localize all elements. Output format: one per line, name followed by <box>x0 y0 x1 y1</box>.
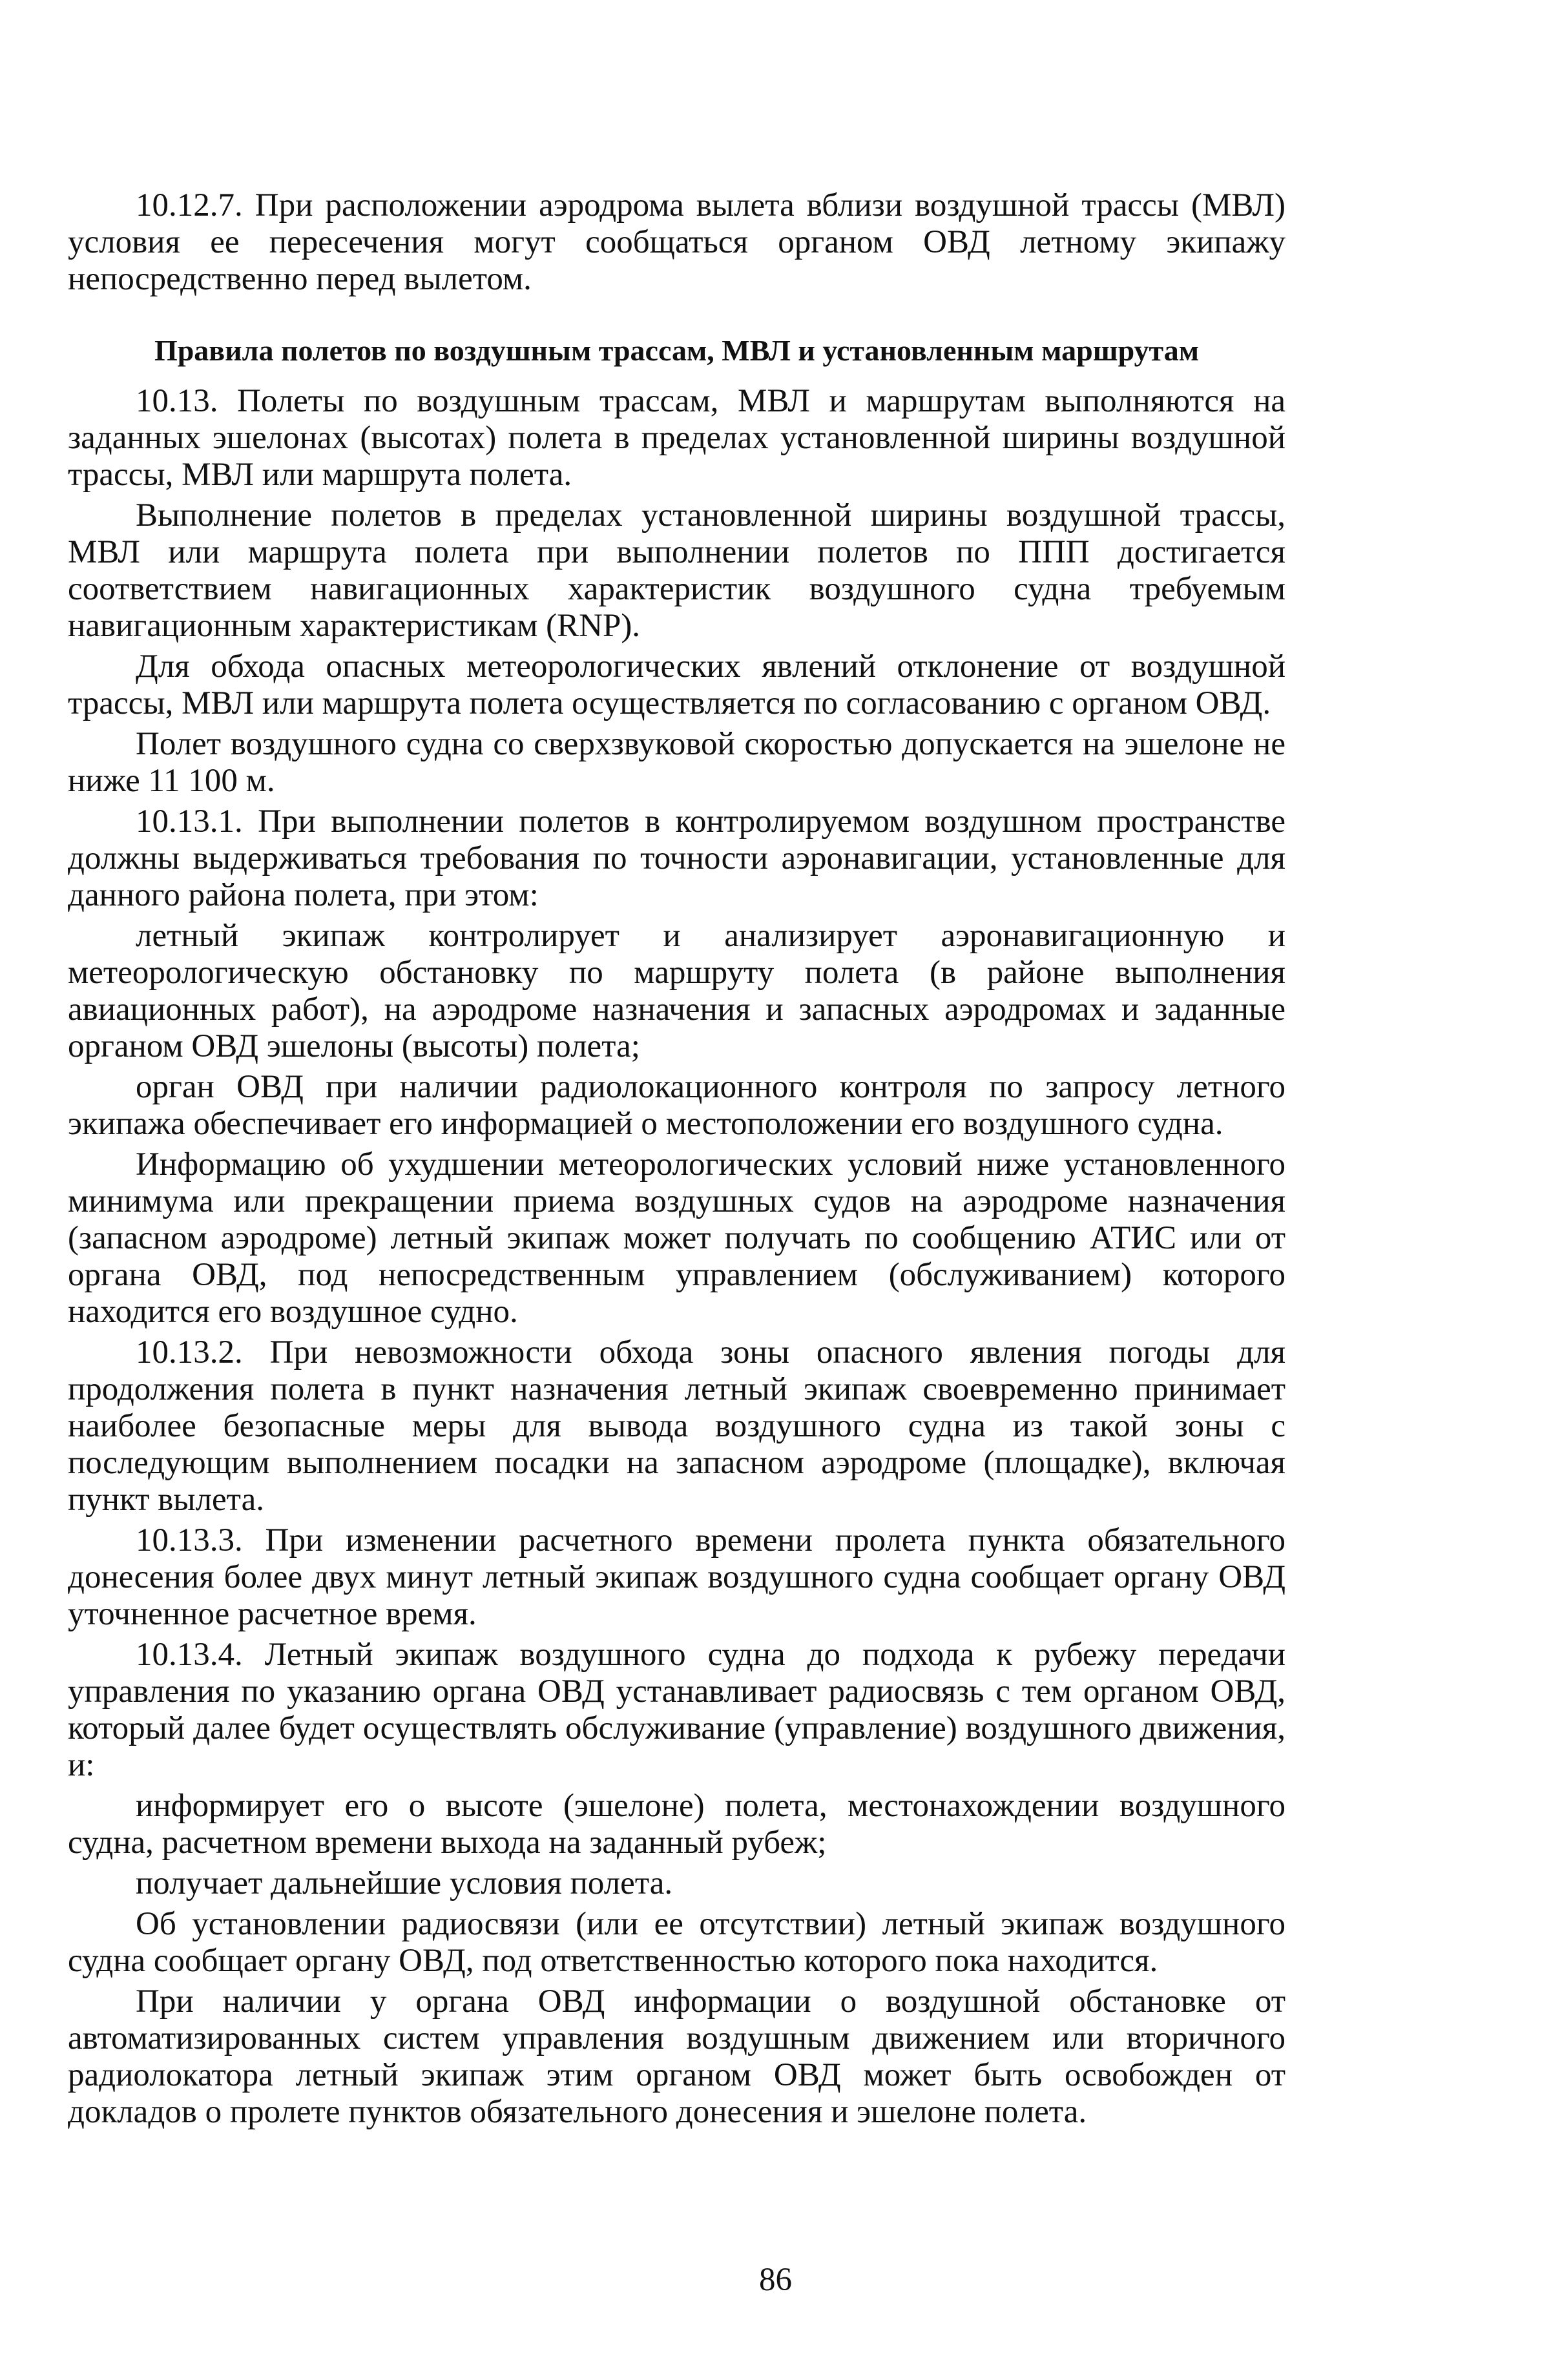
paragraph: При наличии у органа ОВД информации о воздушной обстановке от автоматизированных систем управления воздушным движением или вторичного радиолокатора летный экипаж этим органом ОВД может быть освобожден от докладов о пролете пунктов обязательного донесения и эшелоне полета. <box>68 1983 1286 2130</box>
paragraph-10-13-2: 10.13.2. При невозможности обхода зоны опасного явления погоды для продолжения полета в пункт назначения летный экипаж своевременно принимает наиболее безопасные меры для вывода воздушного судна из такой зоны с последующим выполнением посадки на запасном аэродроме (площадке), включая пункт вылета. <box>68 1334 1286 1518</box>
paragraph: Для обхода опасных метеорологических явлений отклонение от воздушной трассы, МВЛ или маршрута полета осуществляется по согласованию с органом ОВД. <box>68 648 1286 721</box>
document-page <box>68 187 1286 2131</box>
paragraph-10-13-3: 10.13.3. При изменении расчетного времени пролета пункта обязательного донесения более двух минут летный экипаж воздушного судна сообщает органу ОВД уточненное расчетное время. <box>68 1522 1286 1632</box>
paragraph: Полет воздушного судна со сверхзвуковой скоростью допускается на эшелоне не ниже 11 100 м. <box>68 726 1286 799</box>
paragraph: летный экипаж контролирует и анализирует аэронавигационную и метеорологическую обстановку по маршруту полета (в районе выполнения авиационных работ), на аэродроме назначения и запасных аэродромах и заданные органом ОВД эшелоны (высоты) полета; <box>68 918 1286 1064</box>
paragraph-10-13-4: 10.13.4. Летный экипаж воздушного судна до подхода к рубежу передачи управления по указанию органа ОВД устанавливает радиосвязь с тем органом ОВД, который далее будет осуществлять обслуживание (управление) воздушного движения, и: <box>68 1637 1286 1783</box>
paragraph-10-13: 10.13. Полеты по воздушным трассам, МВЛ и маршрутам выполняются на заданных эшелонах (высотах) полета в пределах установленной ширины воздушной трассы, МВЛ или маршрута полета. <box>68 383 1286 493</box>
page-number: 86 <box>759 2262 792 2298</box>
paragraph: Информацию об ухудшении метеорологических условий ниже установленного минимума или прекращении приема воздушных судов на аэродроме назначения (запасном аэродроме) летный экипаж может получать по сообщению АТИС или от органа ОВД, под непосредственным управлением (обслуживанием) которого находится его воздушное судно. <box>68 1146 1286 1330</box>
paragraph: информирует его о высоте (эшелоне) полета, местонахождении воздушного судна, расчетном времени выхода на заданный рубеж; <box>68 1788 1286 1861</box>
paragraph: получает дальнейшие условия полета. <box>136 1865 673 1901</box>
paragraph: орган ОВД при наличии радиолокационного контроля по запросу летного экипажа обеспечивает его информацией о местоположении его воздушного судна. <box>68 1069 1286 1142</box>
paragraph: Об установлении радиосвязи (или ее отсутствии) летный экипаж воздушного судна сообщает органу ОВД, под ответственностью которого пока находится. <box>68 1906 1286 1979</box>
paragraph: Выполнение полетов в пределах установленной ширины воздушной трассы, МВЛ или маршрута полета при выполнении полетов по ППП достигается соответствием навигационных характеристик воздушного судна требуемым навигационным характеристикам (RNP). <box>68 497 1286 644</box>
paragraph-10-12-7: 10.12.7. При расположении аэродрома вылета вблизи воздушной трассы (МВЛ) условия ее пересечения могут сообщаться органом ОВД летному экипажу непосредственно перед вылетом. <box>68 187 1286 297</box>
section-heading: Правила полетов по воздушным трассам, МВЛ и установленным маршрутам <box>154 334 1200 367</box>
paragraph-10-13-1: 10.13.1. При выполнении полетов в контролируемом воздушном пространстве должны выдерживаться требования по точности аэронавигации, установленные для данного района полета, при этом: <box>68 803 1286 913</box>
